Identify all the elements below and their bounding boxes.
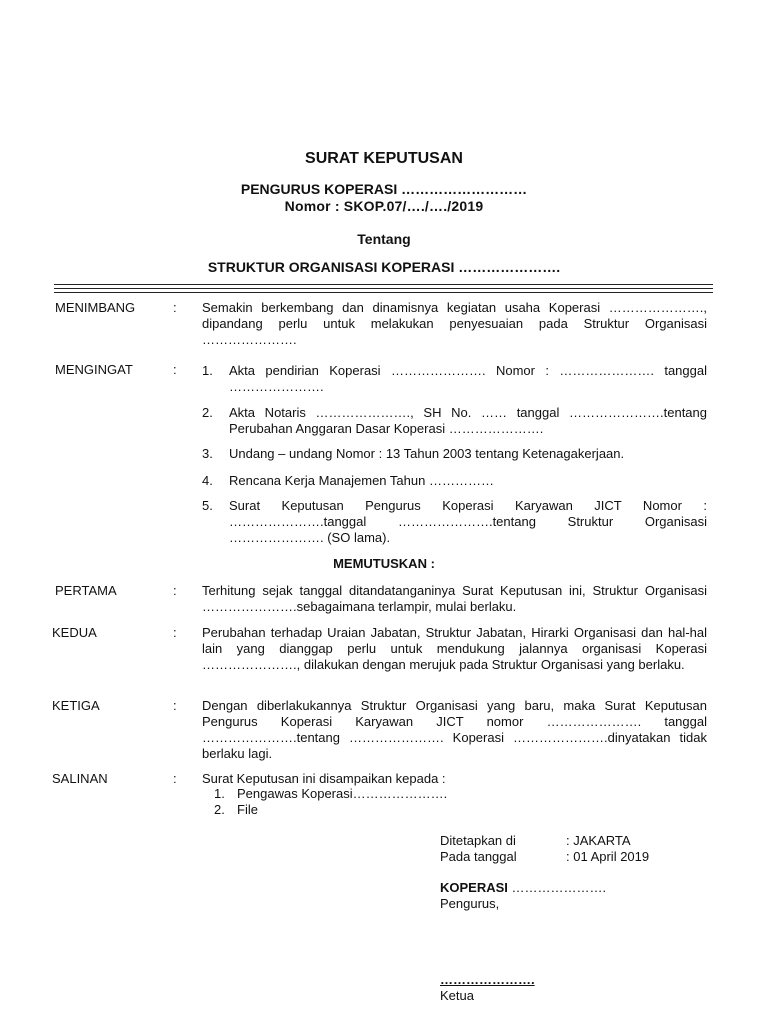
list-number: 4. bbox=[202, 473, 213, 488]
pertama-label: PERTAMA bbox=[55, 583, 117, 598]
divider-line bbox=[54, 284, 713, 285]
document-title: SURAT KEPUTUSAN bbox=[305, 150, 463, 167]
mengingat-item-1: Akta pendirian Koperasi …………………. Nomor : …………………. tanggal …………………. bbox=[229, 363, 707, 394]
colon: : bbox=[173, 698, 177, 713]
signature-org bbox=[440, 880, 606, 896]
ketiga-text: Dengan diberlakukannya Struktur Organisasi yang baru, maka Surat Keputusan Pengurus Koperasi Karyawan JICT nomor …………………. tanggal ………………….tentang …………………. Koperasi ………………….dinyatakan tidak berlaku lagi. bbox=[202, 698, 707, 761]
salinan-item-1: Pengawas Koperasi…………………. bbox=[237, 786, 448, 801]
pertama-text: Terhitung sejak tanggal ditandatanganinya Surat Keputusan ini, Struktur Organisasi ………………….sebagaimana terlampir, mulai berlaku. bbox=[202, 583, 707, 614]
signature-role: Pengurus, bbox=[440, 896, 500, 911]
kedua-label: KEDUA bbox=[52, 625, 97, 640]
list-number: 1. bbox=[214, 786, 225, 801]
decree-subject: STRUKTUR ORGANISASI KOPERASI …………………. bbox=[207, 259, 561, 275]
place-label: Ditetapkan di bbox=[440, 833, 516, 848]
colon: : bbox=[173, 300, 177, 315]
list-number: 3. bbox=[202, 446, 213, 461]
ketiga-label: KETIGA bbox=[52, 698, 100, 713]
list-number: 1. bbox=[202, 363, 213, 378]
divider-line bbox=[54, 288, 713, 289]
signature-org-rest: …………………. bbox=[507, 880, 607, 895]
colon: : bbox=[173, 362, 177, 377]
about-label: Tentang bbox=[357, 231, 411, 247]
salinan-item-2: File bbox=[237, 802, 258, 817]
mengingat-label: MENGINGAT bbox=[55, 362, 133, 377]
decree-number: Nomor : SKOP.07/…./…./2019 bbox=[284, 198, 484, 214]
colon: : bbox=[173, 625, 177, 640]
salinan-label: SALINAN bbox=[52, 771, 108, 786]
menimbang-label: MENIMBANG bbox=[55, 300, 136, 315]
mengingat-item-2: Akta Notaris …………………., SH No. …… tanggal ………………….tentang Perubahan Anggaran Dasar Koperasi …………………. bbox=[229, 405, 707, 436]
menimbang-text: Semakin berkembang dan dinamisnya kegiatan usaha Koperasi …………………., dipandang perlu untuk melakukan penyesuaian pada Struktur Organisasi …………………. bbox=[202, 300, 707, 347]
org-heading: PENGURUS KOPERASI ……………………… bbox=[240, 181, 528, 197]
mengingat-item-3: Undang – undang Nomor : 13 Tahun 2003 tentang Ketenagakerjaan. bbox=[229, 446, 625, 461]
kedua-text: Perubahan terhadap Uraian Jabatan, Struktur Jabatan, Hirarki Organisasi dan hal-hal lain yang dianggap perlu untuk mendukung jalannya organisasi Koperasi …………………., dilakukan dengan merujuk pada Struktur Organisasi yang berlaku. bbox=[202, 625, 707, 672]
place-value: : JAKARTA bbox=[566, 833, 631, 848]
colon: : bbox=[173, 771, 177, 786]
signatory-title: Ketua bbox=[440, 988, 474, 1003]
list-number: 2. bbox=[202, 405, 213, 420]
signatory-name: …………………. bbox=[440, 972, 535, 987]
date-label: Pada tanggal bbox=[440, 849, 517, 864]
mengingat-item-5: Surat Keputusan Pengurus Koperasi Karyawan JICT Nomor : ………………….tanggal ………………….tentang Struktur Organisasi …………………. (SO lama). bbox=[229, 498, 707, 545]
colon: : bbox=[173, 583, 177, 598]
salinan-intro: Surat Keputusan ini disampaikan kepada : bbox=[202, 771, 446, 786]
divider-line bbox=[54, 292, 713, 293]
date-value: : 01 April 2019 bbox=[566, 849, 650, 864]
list-number: 5. bbox=[202, 498, 213, 513]
mengingat-item-4: Rencana Kerja Manajemen Tahun …………… bbox=[229, 473, 494, 488]
memutuskan-heading: MEMUTUSKAN : bbox=[333, 556, 435, 571]
signature-org-bold: KOPERASI bbox=[440, 880, 508, 895]
list-number: 2. bbox=[214, 802, 225, 817]
